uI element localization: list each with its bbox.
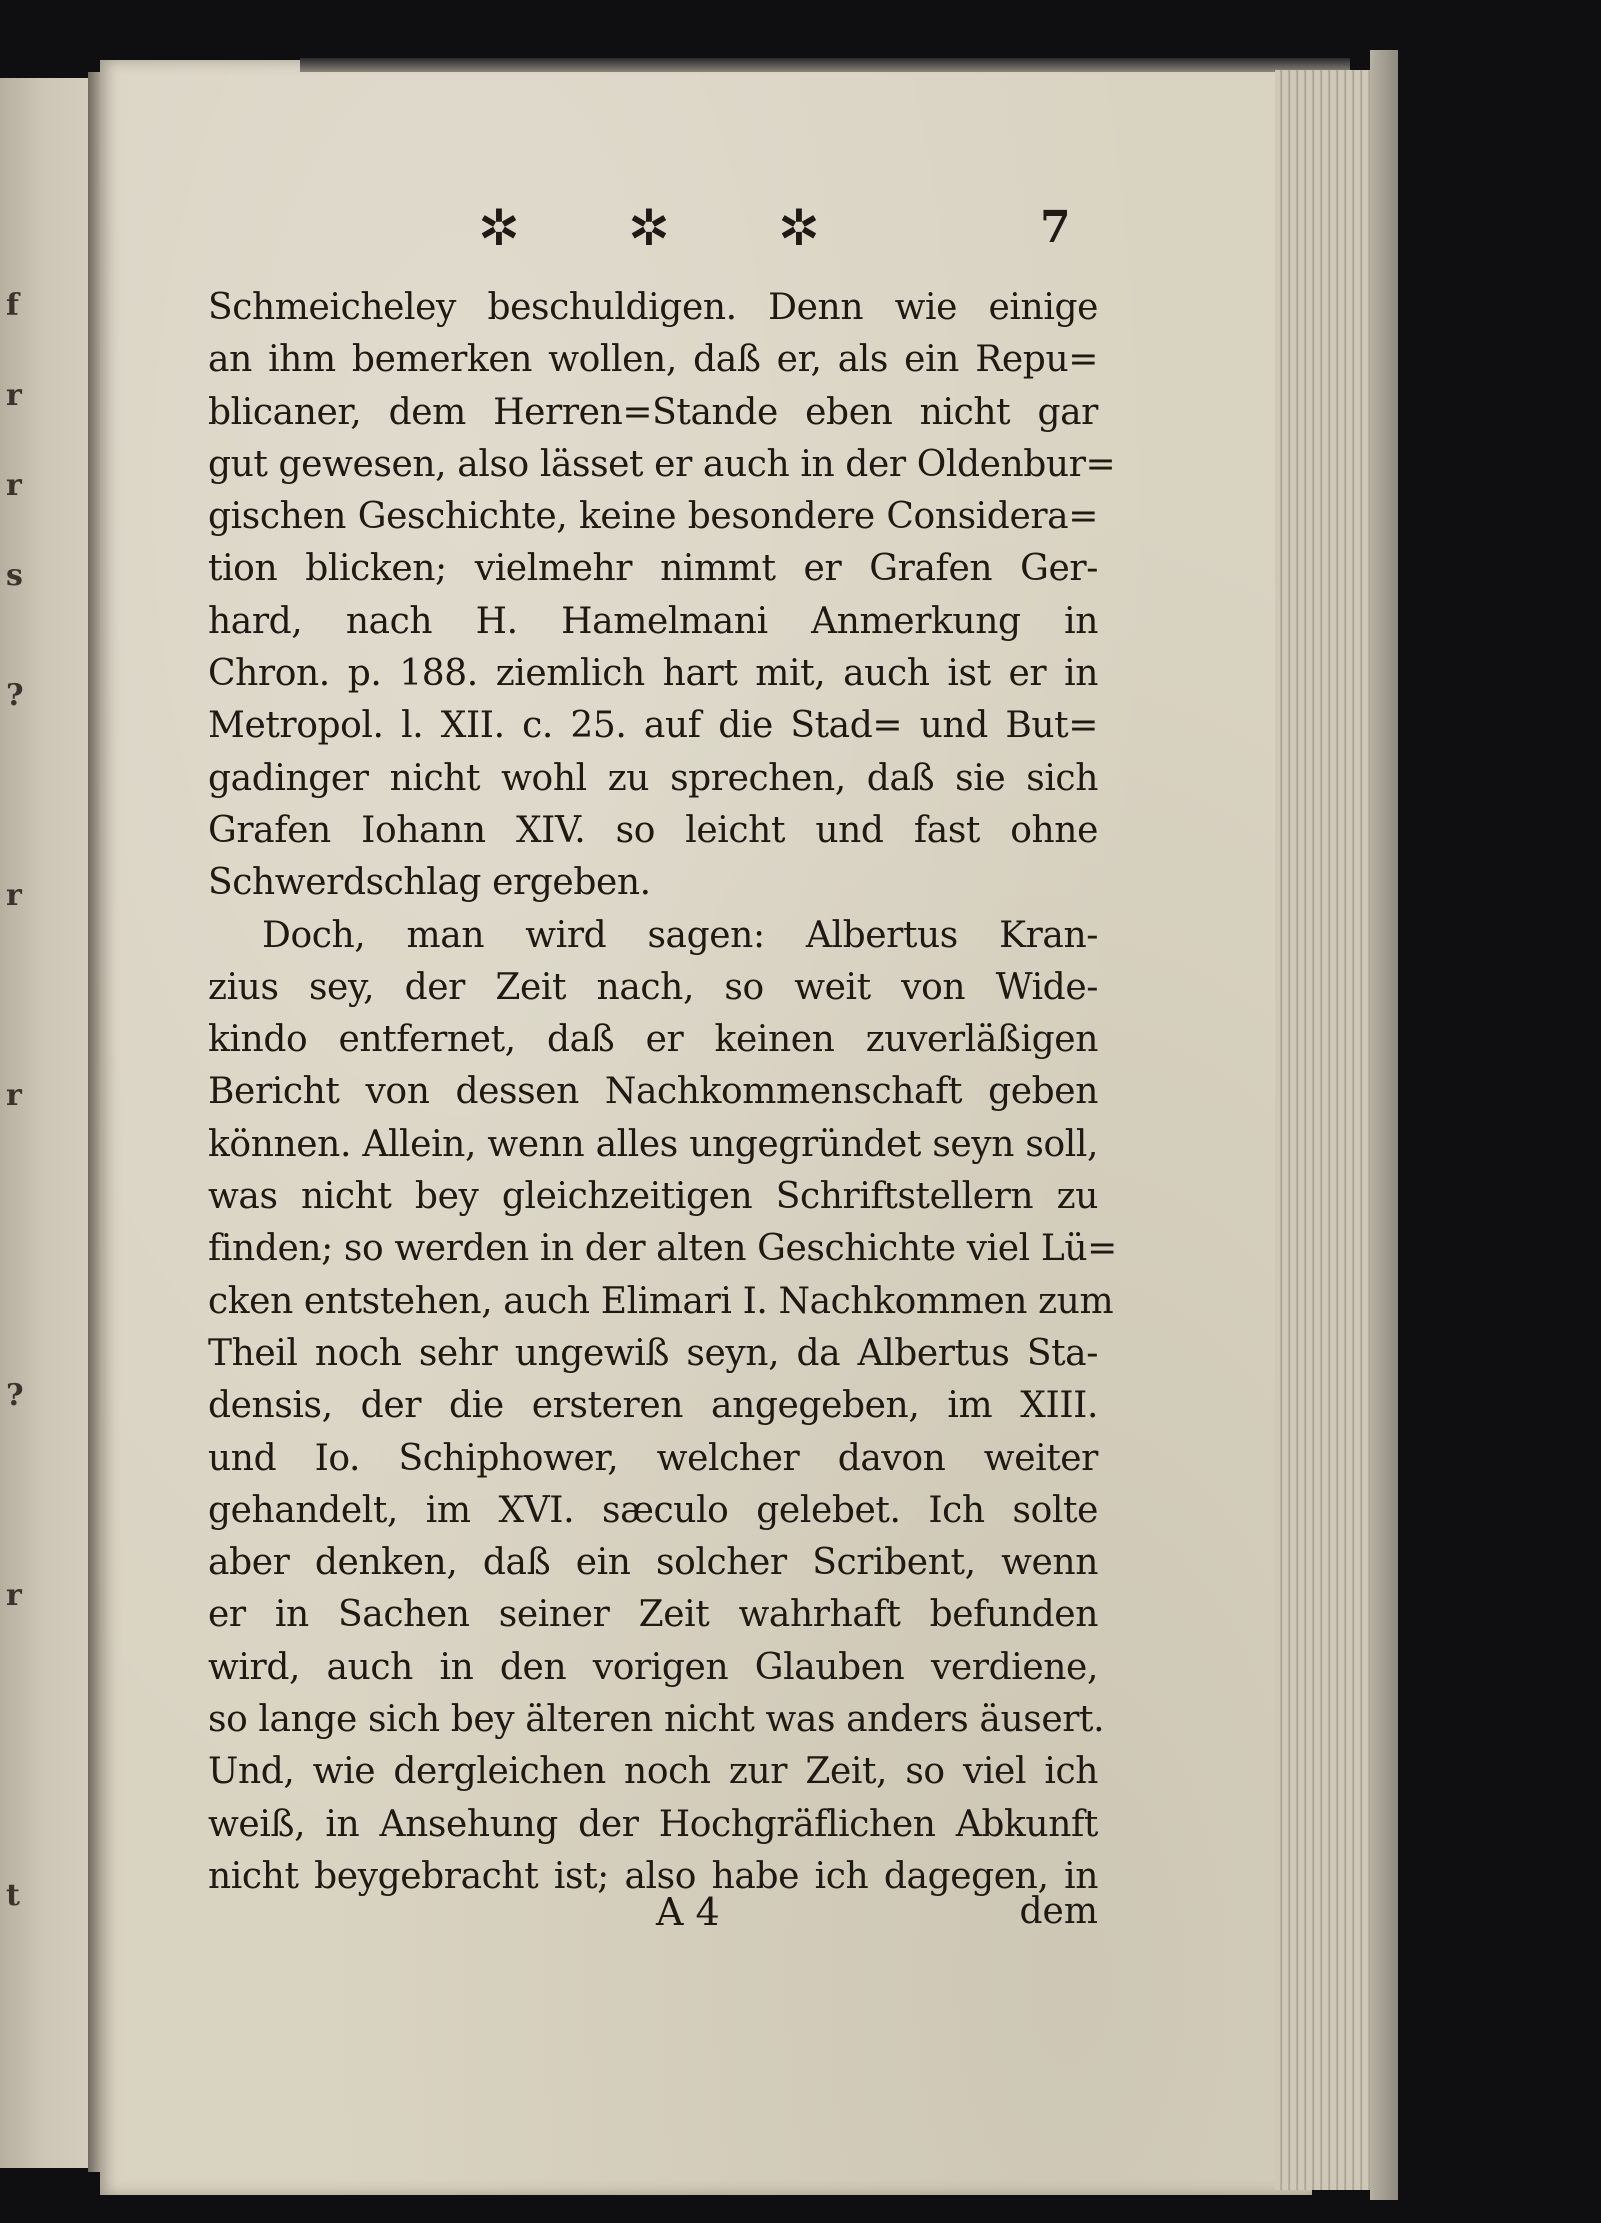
- facing-page-fragment: ?: [6, 678, 24, 713]
- facing-page-fragment: t: [6, 1878, 20, 1913]
- facing-page-fragment: r: [6, 468, 22, 503]
- page-number: 7: [1040, 202, 1071, 253]
- text-line: Und, wie dergleichen noch zur Zeit, so viel ich: [208, 1751, 1098, 1793]
- text-line: Metropol. l. XII. c. 25. auf die Stad= und But=: [208, 705, 1098, 747]
- facing-page-edge: [0, 78, 96, 2168]
- text-line: Schwerdschlag ergeben.: [208, 862, 651, 904]
- text-line: gadinger nicht wohl zu sprechen, daß sie sich: [208, 757, 1098, 799]
- star-ornament-icon: ✲: [628, 199, 670, 257]
- text-line: blicaner, dem Herren=Stande eben nicht gar: [208, 391, 1098, 433]
- signature-mark: A 4: [656, 1890, 720, 1934]
- catchword: dem: [1019, 1891, 1098, 1932]
- page-stack-edge: [1275, 70, 1375, 2190]
- page-header: [460, 198, 1100, 268]
- facing-page-fragment: s: [6, 558, 23, 593]
- text-line: er in Sachen seiner Zeit wahrhaft befunden: [208, 1594, 1098, 1636]
- text-line: nicht beygebracht ist; also habe ich dagegen, in: [208, 1855, 1098, 1897]
- text-line: Theil noch sehr ungewiß seyn, da Albertus Sta-: [208, 1332, 1098, 1374]
- text-line: gehandelt, im XVI. sæculo gelebet. Ich solte: [208, 1489, 1098, 1531]
- text-line: was nicht bey gleichzeitigen Schriftstellern zu: [208, 1176, 1098, 1218]
- page-top-edge: [300, 58, 1350, 72]
- facing-page-fragment: f: [6, 288, 19, 323]
- text-line: Doch, man wird sagen: Albertus Kran-: [262, 914, 1098, 956]
- book-cover-edge: [1370, 50, 1398, 2200]
- page-footer: [208, 1886, 1098, 1938]
- text-line: aber denken, daß ein solcher Scribent, wenn: [208, 1542, 1098, 1584]
- text-line: Bericht von dessen Nachkommenschaft geben: [208, 1071, 1098, 1113]
- text-line: tion blicken; vielmehr nimmt er Grafen Ger-: [208, 548, 1098, 590]
- star-ornament-icon: ✲: [478, 199, 520, 257]
- text-line: zius sey, der Zeit nach, so weit von Wide-: [208, 966, 1098, 1008]
- facing-page-fragment: r: [6, 1078, 22, 1113]
- text-line: und Io. Schiphower, welcher davon weiter: [208, 1437, 1098, 1479]
- text-line: Schmeicheley beschuldigen. Denn wie einige: [208, 287, 1098, 328]
- text-line: densis, der die ersteren angegeben, im XIII.: [208, 1385, 1098, 1427]
- text-line: Grafen Iohann XIV. so leicht und fast ohne: [208, 809, 1098, 851]
- text-line: Chron. p. 188. ziemlich hart mit, auch ist er in: [208, 653, 1098, 695]
- facing-page-fragment: r: [6, 1578, 22, 1613]
- body-text: [208, 282, 1117, 1903]
- text-line: hard, nach H. Hamelmani Anmerkung in: [208, 600, 1098, 642]
- text-line: cken entstehen, auch Elimari I. Nachkommen zum: [208, 1280, 1114, 1322]
- text-line: finden; so werden in der alten Geschichte viel Lü=: [208, 1228, 1117, 1270]
- text-line: an ihm bemerken wollen, daß er, als ein Repu=: [208, 339, 1098, 381]
- text-line: weiß, in Ansehung der Hochgräflichen Abkunft: [208, 1803, 1098, 1845]
- facing-page-fragment: r: [6, 878, 22, 913]
- facing-page-fragment: r: [6, 378, 22, 413]
- text-line: kindo entfernet, daß er keinen zuverläßigen: [208, 1019, 1098, 1061]
- text-line: können. Allein, wenn alles ungegründet seyn soll,: [208, 1123, 1098, 1165]
- text-line: gischen Geschichte, keine besondere Considera=: [208, 496, 1098, 538]
- text-line: gut gewesen, also lässet er auch in der Oldenbur=: [208, 443, 1116, 485]
- text-line: so lange sich bey älteren nicht was anders äusert.: [208, 1699, 1105, 1741]
- facing-page-fragment: ?: [6, 1378, 24, 1413]
- star-ornament-icon: ✲: [778, 199, 820, 257]
- text-line: wird, auch in den vorigen Glauben verdiene,: [208, 1646, 1098, 1688]
